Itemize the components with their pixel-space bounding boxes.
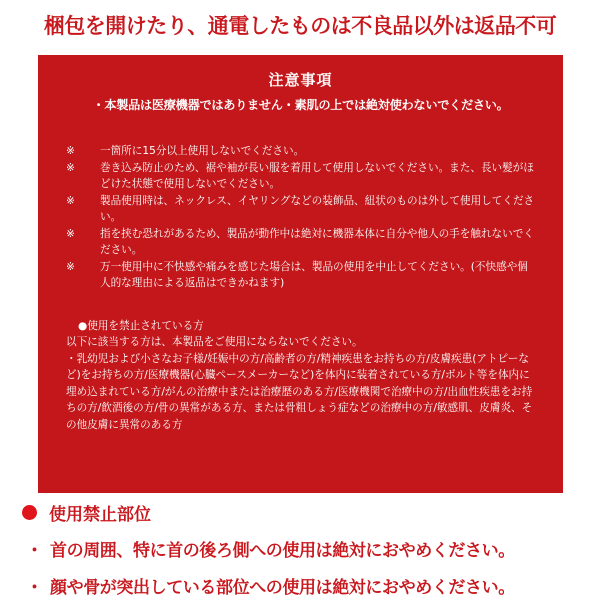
restriction-section: [66, 318, 535, 434]
prohibited-line: [20, 573, 590, 598]
note-mark: ※: [66, 161, 75, 174]
prohibited-areas: [20, 500, 590, 598]
bullet-mark: ・: [26, 541, 43, 561]
prohibited-line-text: 顔や骨が突出している部位への使用は絶対におやめください。: [50, 578, 515, 598]
panel-title: 注意事項: [268, 71, 333, 89]
note-mark: ※: [66, 260, 75, 273]
note-item: [66, 259, 535, 292]
note-mark: ※: [66, 227, 75, 240]
prohibited-line-text: 首の周囲、特に首の後ろ側への使用は絶対におやめください。: [50, 541, 515, 561]
red-dot-icon: [22, 505, 37, 520]
note-text: 指を挟む恐れがあるため、製品が動作中は絶対に機器本体に自分や他人の手を触れないでください。: [100, 227, 534, 256]
restriction-body: 以下に該当する方は、本製品をご使用にならないでください。 ・乳幼児および小さなお子様/妊娠中の方/高齢者の方/精神疾患をお持ちの方/皮膚疾患(アトピーなど)をお持ちの方/医療機器(心臓ペースメーカーなど)を体内に装着されている方/ボルト等を体内に埋め込まれている方/がんの治療中または治療歴のある方/医療機関で治療中の方/出血性疾患をお持ちの方/飲酒後の方/骨の異常がある方、または骨粗しょう症などの治療中の方/敏感肌、皮膚炎、その他皮膚に異常のある方: [66, 336, 533, 431]
note-mark: ※: [66, 145, 75, 157]
prohibited-heading-text: 使用禁止部位: [49, 504, 151, 525]
note-text: 製品使用時は、ネックレス、イヤリングなどの装飾品、紐状のものは外して使用してください。: [100, 194, 535, 223]
note-item: [66, 143, 535, 160]
note-item: [66, 226, 535, 259]
note-text: 巻き込み防止のため、裾や袖が長い服を着用して使用しないでください。また、長い髪がほどけた状態で使用しないでください。: [100, 161, 534, 190]
notes-list: [66, 143, 535, 292]
restriction-heading: ●使用を禁止されている方: [78, 319, 204, 332]
note-item: [66, 193, 535, 226]
prohibited-line: [20, 536, 590, 561]
note-text: 一箇所に15分以上使用しないでください。: [100, 145, 305, 157]
note-text: 万一使用中に不快感や痛みを感じた場合は、製品の使用を中止してください。(不快感や個人的な理由による返品はできかねます): [100, 260, 528, 289]
note-mark: ※: [66, 194, 75, 207]
note-item: [66, 160, 535, 193]
panel-subtitle: ・本製品は医療機器ではありません・素肌の上では絶対使わないでください。: [92, 98, 509, 112]
bullet-mark: ・: [26, 578, 43, 598]
headline: 梱包を開けたり、通電したものは不良品以外は返品不可: [43, 14, 557, 38]
caution-panel: [38, 55, 563, 493]
prohibited-heading: [20, 500, 590, 524]
